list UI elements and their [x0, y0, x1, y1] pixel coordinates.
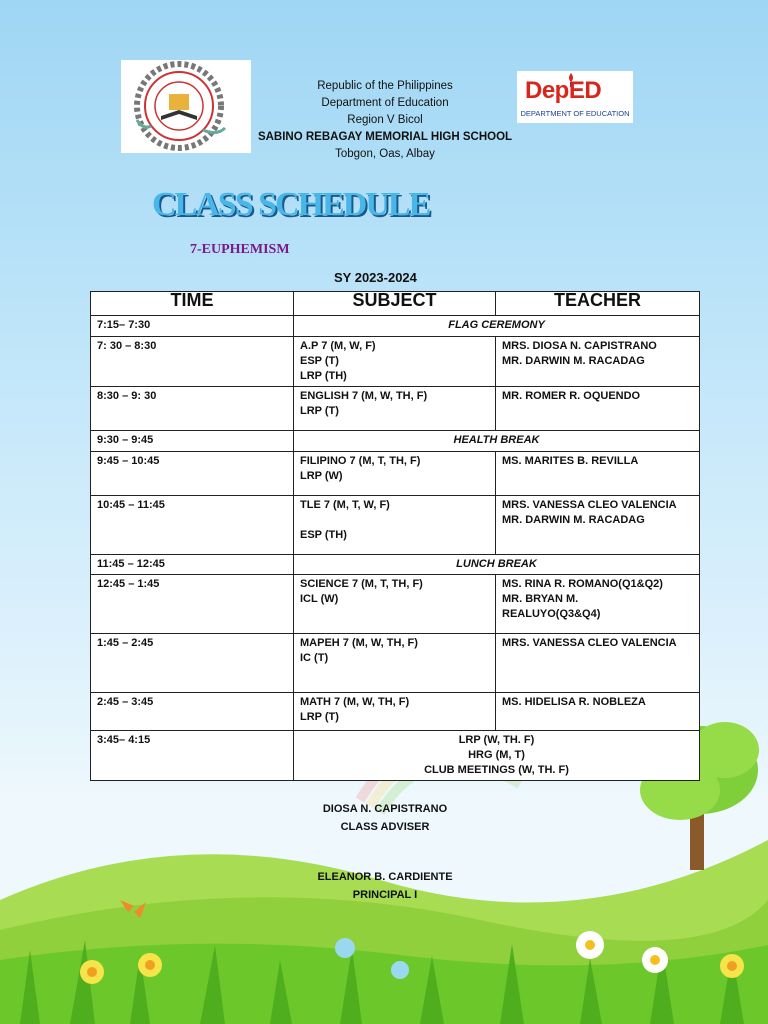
subject-cell [294, 337, 496, 387]
activity-cell: LUNCH BREAK [294, 555, 700, 575]
time-cell: 3:45– 4:15 [91, 731, 294, 781]
teacher-cell [496, 575, 700, 634]
subject-line: ESP (TH) [300, 529, 347, 541]
table-row [91, 555, 700, 575]
teacher-line: MR. DARWIN M. RACADAG [502, 355, 645, 367]
table-row [91, 731, 700, 781]
school-logo [121, 60, 251, 153]
letterhead [250, 78, 520, 163]
table-row [91, 575, 700, 634]
activity-cell [294, 731, 700, 781]
table-row [91, 496, 700, 555]
table-row [91, 693, 700, 731]
table-row [91, 387, 700, 431]
adviser-signature-block [250, 800, 520, 836]
subject-cell [294, 452, 496, 496]
adviser-name: DIOSA N. CAPISTRANO [322, 803, 448, 815]
time-cell: 10:45 – 11:45 [91, 496, 294, 555]
teacher-cell [496, 634, 700, 693]
adviser-role: CLASS ADVISER [340, 821, 430, 833]
subject-line: LRP (T) [300, 405, 339, 417]
principal-role: PRINCIPAL I [352, 889, 418, 901]
school-name: SABINO REBAGAY MEMORIAL HIGH SCHOOL [257, 131, 513, 143]
time-cell: 11:45 – 12:45 [91, 555, 294, 575]
subject-line: TLE 7 (M, T, W, F) [300, 499, 390, 511]
teacher-cell [496, 496, 700, 555]
activity-cell: FLAG CEREMONY [294, 316, 700, 337]
deped-subtitle: DEPARTMENT OF EDUCATION [520, 109, 630, 118]
subject-line [300, 513, 489, 528]
teacher-cell [496, 452, 700, 496]
teacher-line: REALUYO(Q3&Q4) [502, 608, 601, 620]
header-line-region: Region V Bicol [347, 114, 423, 126]
subject-line: MATH 7 (M, W, TH, F) [300, 696, 410, 708]
time-cell: 7:15– 7:30 [91, 316, 294, 337]
time-cell: 9:30 – 9:45 [91, 431, 294, 452]
subject-line: SCIENCE 7 (M, T, TH, F) [300, 578, 423, 590]
subject-line: A.P 7 (M, W, F) [300, 340, 376, 352]
subject-cell [294, 387, 496, 431]
teacher-line: MR. ROMER R. OQUENDO [502, 390, 641, 402]
subject-line: ICL (W) [300, 593, 339, 605]
teacher-line: MR. BRYAN M. [502, 593, 579, 605]
subject-cell [294, 496, 496, 555]
activity-line: LRP (W, TH. F) [458, 734, 535, 746]
teacher-line: MRS. DIOSA N. CAPISTRANO [502, 340, 657, 352]
subject-line: LRP (W) [300, 470, 343, 482]
teacher-line: MRS. VANESSA CLEO VALENCIA [502, 637, 677, 649]
time-cell: 8:30 – 9: 30 [91, 387, 294, 431]
header-line-department: Department of Education [321, 97, 449, 109]
school-year: SY 2023-2024 [334, 270, 417, 285]
school-address: Tobgon, Oas, Albay [335, 148, 435, 160]
subject-line: LRP (TH) [300, 370, 347, 382]
subject-cell [294, 693, 496, 731]
teacher-line: MS. MARITES B. REVILLA [502, 455, 639, 467]
time-cell: 2:45 – 3:45 [91, 693, 294, 731]
section-name: 7-EUPHEMISM [190, 242, 290, 257]
table-row [91, 634, 700, 693]
school-seal-icon [121, 60, 251, 153]
teacher-line: MS. HIDELISA R. NOBLEZA [502, 696, 646, 708]
time-cell: 12:45 – 1:45 [91, 575, 294, 634]
time-cell: 7: 30 – 8:30 [91, 337, 294, 387]
subject-line: LRP (T) [300, 711, 339, 723]
subject-line: ENGLISH 7 (M, W, TH, F) [300, 390, 428, 402]
schedule-table [90, 291, 700, 781]
activity-line: HRG (M, T) [468, 749, 525, 761]
page-title: CLASS SCHEDULE [152, 186, 430, 223]
subject-line: FILIPINO 7 (M, T, TH, F) [300, 455, 421, 467]
subject-cell [294, 634, 496, 693]
subject-cell [294, 575, 496, 634]
time-cell: 9:45 – 10:45 [91, 452, 294, 496]
subject-line: IC (T) [300, 652, 329, 664]
table-header-row [91, 292, 700, 316]
activity-cell: HEALTH BREAK [294, 431, 700, 452]
table-row [91, 431, 700, 452]
teacher-cell [496, 337, 700, 387]
deped-logo [517, 71, 633, 123]
teacher-cell [496, 387, 700, 431]
subject-line: MAPEH 7 (M, W, TH, F) [300, 637, 418, 649]
time-cell: 1:45 – 2:45 [91, 634, 294, 693]
header-subject: SUBJECT [294, 292, 496, 316]
teacher-cell [496, 693, 700, 731]
activity-line: CLUB MEETINGS (W, TH. F) [424, 764, 569, 776]
principal-signature-block [250, 868, 520, 904]
header-time: TIME [91, 292, 294, 316]
principal-name: ELEANOR B. CARDIENTE [317, 871, 453, 883]
table-row [91, 316, 700, 337]
subject-line: ESP (T) [300, 355, 339, 367]
teacher-line: MS. RINA R. ROMANO(Q1&Q2) [502, 578, 663, 590]
deped-wordmark: DepED [525, 77, 602, 104]
teacher-line: MR. DARWIN M. RACADAG [502, 514, 645, 526]
header-teacher: TEACHER [496, 292, 700, 316]
teacher-line: MRS. VANESSA CLEO VALENCIA [502, 499, 677, 511]
table-row [91, 337, 700, 387]
table-row [91, 452, 700, 496]
header-line-republic: Republic of the Philippines [317, 80, 453, 92]
